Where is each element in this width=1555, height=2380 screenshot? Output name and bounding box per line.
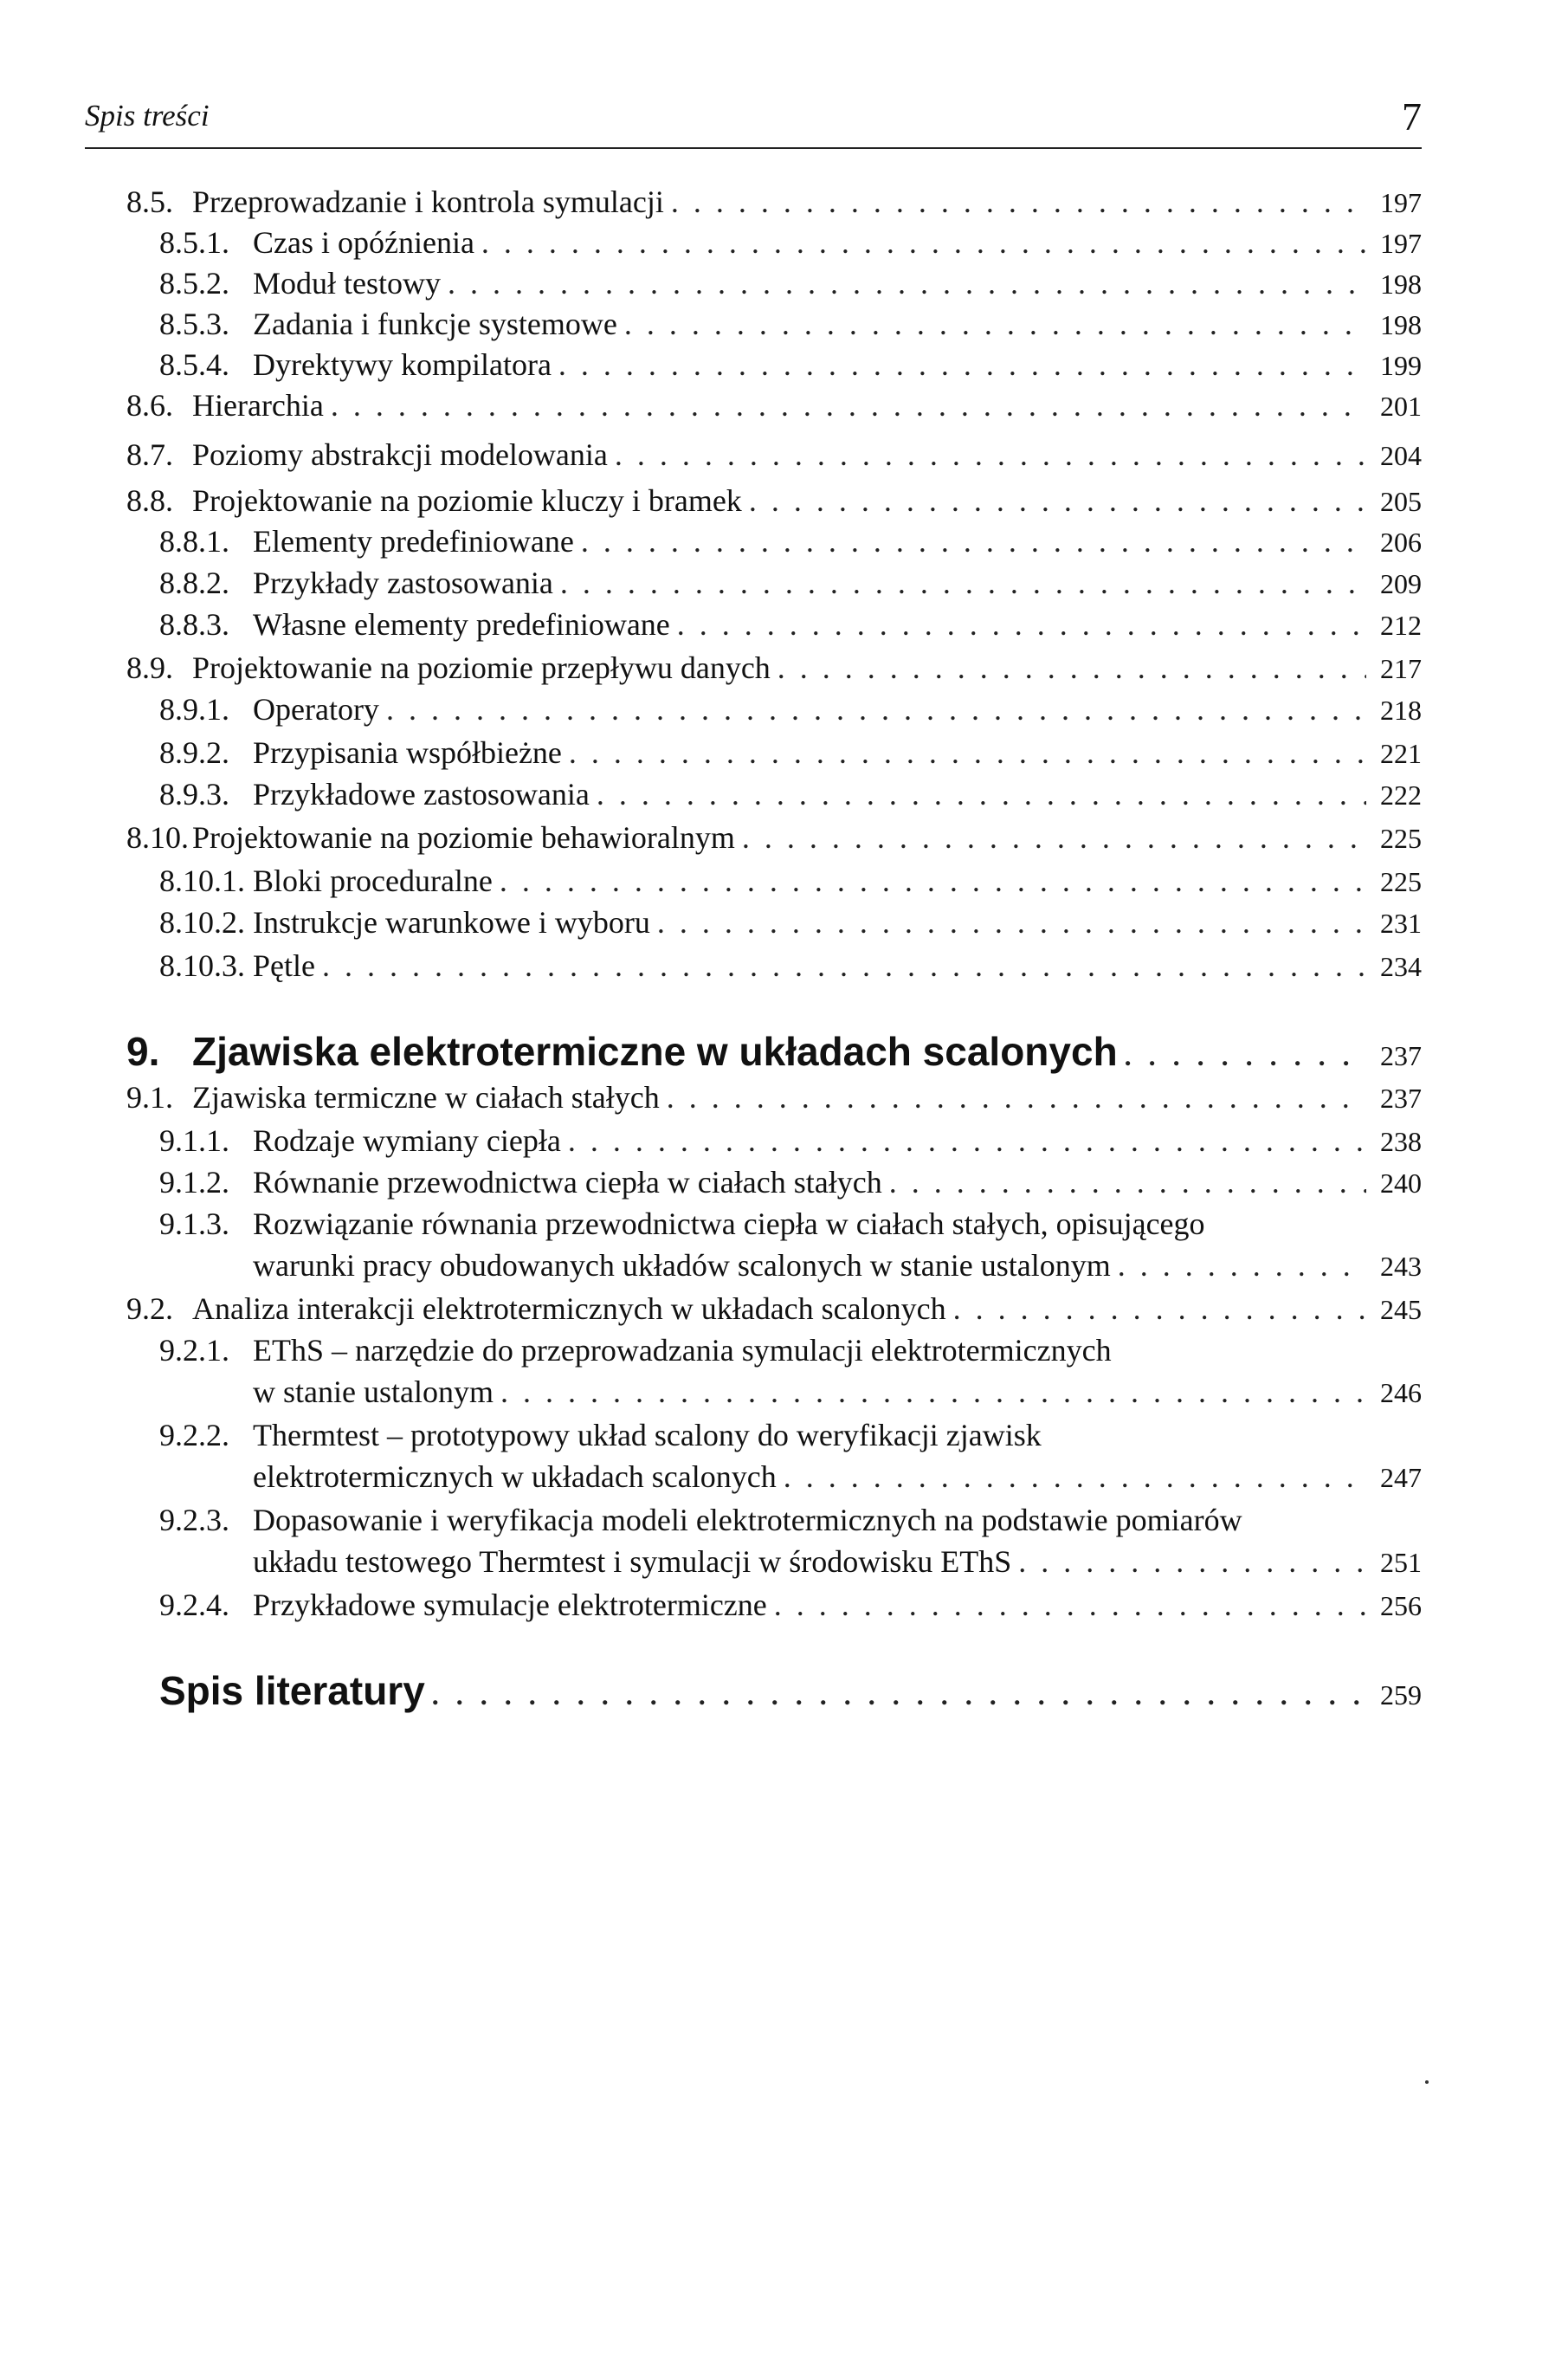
leader-dots bbox=[448, 263, 1366, 303]
entry-title: Własne elementy predefiniowane bbox=[253, 607, 670, 642]
leader-dots bbox=[322, 946, 1366, 986]
leader-dots bbox=[624, 304, 1366, 344]
chapter-title: Spis literatury bbox=[159, 1668, 425, 1713]
entry-page: 221 bbox=[1380, 738, 1422, 769]
leader-dots bbox=[1118, 1245, 1366, 1285]
leader-dots bbox=[568, 1121, 1366, 1161]
entry-number: 8.9.1. bbox=[159, 692, 229, 727]
entry-title: Analiza interakcji elektrotermicznych w układach scalonych bbox=[192, 1291, 946, 1326]
entry-page: 197 bbox=[1380, 187, 1422, 218]
entry-title: Bloki proceduralne bbox=[253, 863, 493, 898]
leader-dots bbox=[784, 1457, 1366, 1497]
leader-dots bbox=[774, 1585, 1366, 1625]
entry-number: 8.6. bbox=[126, 388, 173, 423]
entry-title: Pętle bbox=[253, 948, 315, 983]
toc-entry-8-5-3[interactable] bbox=[159, 304, 1422, 345]
entry-page: 209 bbox=[1380, 568, 1422, 599]
entry-page: 251 bbox=[1380, 1547, 1422, 1578]
entry-page: 206 bbox=[1380, 527, 1422, 558]
entry-number: 9.1. bbox=[126, 1080, 173, 1115]
leader-dots bbox=[615, 435, 1366, 475]
entry-title-line2: warunki pracy obudowanych układów scalonych w stanie ustalonym bbox=[253, 1248, 1111, 1283]
scan-speck bbox=[1425, 2080, 1429, 2084]
entry-page: 198 bbox=[1380, 309, 1422, 340]
leader-dots bbox=[749, 481, 1366, 521]
page-number: 7 bbox=[1402, 94, 1422, 139]
leader-dots bbox=[657, 902, 1366, 942]
entry-number: 9.2. bbox=[126, 1291, 173, 1326]
leader-dots bbox=[386, 689, 1366, 729]
entry-page: 205 bbox=[1380, 486, 1422, 517]
entry-number: 9.1.1. bbox=[159, 1123, 229, 1158]
leader-dots bbox=[953, 1289, 1366, 1329]
leader-dots bbox=[1018, 1542, 1366, 1581]
entry-page: 225 bbox=[1380, 866, 1422, 897]
toc-entry-9-1-2[interactable] bbox=[159, 1162, 1422, 1203]
toc-entry-8-5-1[interactable] bbox=[159, 223, 1422, 263]
chapter-page: 259 bbox=[1380, 1679, 1422, 1711]
entry-number: 9.1.3. bbox=[159, 1206, 229, 1241]
chapter-title: Zjawiska elektrotermiczne w układach scalonych bbox=[192, 1029, 1118, 1074]
entry-title: Hierarchia bbox=[192, 388, 324, 423]
entry-number: 8.9.2. bbox=[159, 735, 229, 770]
leader-dots bbox=[742, 818, 1366, 857]
entry-title: Projektowanie na poziomie behawioralnym bbox=[192, 820, 735, 855]
toc-entry-8-9[interactable] bbox=[126, 648, 1422, 689]
leader-dots bbox=[581, 521, 1366, 561]
entry-number: 8.9. bbox=[126, 650, 173, 685]
entry-number: 9.1.2. bbox=[159, 1165, 229, 1200]
entry-title: Poziomy abstrakcji modelowania bbox=[192, 437, 608, 472]
entry-page: 222 bbox=[1380, 779, 1422, 811]
toc-entry-8-10-3[interactable] bbox=[159, 946, 1422, 986]
entry-number: 9.2.3. bbox=[159, 1503, 229, 1537]
entry-title: Przypisania współbieżne bbox=[253, 735, 562, 770]
toc-entry-8-8-2[interactable] bbox=[159, 563, 1422, 604]
leader-dots bbox=[778, 648, 1366, 688]
entry-title: Moduł testowy bbox=[253, 266, 442, 301]
entry-title: Czas i opóźnienia bbox=[253, 225, 474, 260]
entry-page: 218 bbox=[1380, 695, 1422, 726]
entry-number: 8.8.3. bbox=[159, 607, 229, 642]
toc-entry-8-10-1[interactable] bbox=[159, 861, 1422, 902]
entry-page: 201 bbox=[1380, 391, 1422, 422]
toc-entry-9-2-1[interactable] bbox=[159, 1330, 1422, 1413]
toc-entry-8-8-1[interactable] bbox=[159, 521, 1422, 562]
chapter-page: 237 bbox=[1380, 1040, 1422, 1071]
toc-entry-8-7[interactable] bbox=[126, 435, 1422, 475]
entry-number: 8.5.2. bbox=[159, 266, 229, 301]
toc-entry-9-1[interactable] bbox=[126, 1077, 1422, 1118]
entry-page: 238 bbox=[1380, 1126, 1422, 1157]
toc-entry-9-2-4[interactable] bbox=[159, 1585, 1422, 1626]
toc-entry-8-8[interactable] bbox=[126, 481, 1422, 521]
leader-dots bbox=[432, 1671, 1366, 1719]
entry-title: Równanie przewodnictwa ciepła w ciałach stałych bbox=[253, 1165, 882, 1200]
entry-number: 8.9.3. bbox=[159, 777, 229, 812]
entry-title: Rodzaje wymiany ciepła bbox=[253, 1123, 561, 1158]
entry-page: 197 bbox=[1380, 228, 1422, 259]
entry-title-line1: Rozwiązanie równania przewodnictwa ciepła w ciałach stałych, opisującego bbox=[253, 1206, 1205, 1241]
leader-dots bbox=[1125, 1032, 1366, 1080]
entry-title: Zjawiska termiczne w ciałach stałych bbox=[192, 1080, 660, 1115]
entry-title: Przeprowadzanie i kontrola symulacji bbox=[192, 184, 664, 219]
entry-title: Przykładowe symulacje elektrotermiczne bbox=[253, 1588, 767, 1622]
entry-number: 8.5. bbox=[126, 184, 173, 219]
leader-dots bbox=[569, 733, 1366, 773]
leader-dots bbox=[671, 182, 1366, 222]
leader-dots bbox=[889, 1162, 1366, 1202]
entry-title: Zadania i funkcje systemowe bbox=[253, 307, 617, 341]
entry-number: 8.5.3. bbox=[159, 307, 229, 341]
leader-dots bbox=[560, 563, 1366, 603]
entry-title: Projektowanie na poziomie kluczy i bramek bbox=[192, 483, 742, 518]
toc-chapter-bibliography[interactable] bbox=[159, 1666, 1422, 1719]
entry-title-line1: EThS – narzędzie do przeprowadzania symulacji elektrotermicznych bbox=[253, 1333, 1112, 1368]
entry-page: 204 bbox=[1380, 440, 1422, 471]
entry-page: 212 bbox=[1380, 610, 1422, 641]
leader-dots bbox=[500, 1372, 1366, 1412]
entry-title-line1: Dopasowanie i weryfikacja modeli elektrotermicznych na podstawie pomiarów bbox=[253, 1503, 1242, 1537]
entry-page: 231 bbox=[1380, 908, 1422, 939]
entry-page: 240 bbox=[1380, 1167, 1422, 1199]
entry-page: 199 bbox=[1380, 350, 1422, 381]
toc-entry-8-5-4[interactable] bbox=[159, 345, 1422, 385]
entry-title: Operatory bbox=[253, 692, 379, 727]
entry-title: Elementy predefiniowane bbox=[253, 524, 574, 559]
entry-title-line2: elektrotermicznych w układach scalonych bbox=[253, 1459, 777, 1494]
toc-entry-9-2-2[interactable] bbox=[159, 1415, 1422, 1497]
entry-number: 8.7. bbox=[126, 437, 173, 472]
entry-number: 9.2.4. bbox=[159, 1588, 229, 1622]
toc-entry-8-6[interactable] bbox=[126, 385, 1422, 426]
toc-entry-9-1-3[interactable] bbox=[159, 1204, 1422, 1286]
entry-number: 8.10.1. bbox=[159, 863, 245, 898]
entry-number: 8.8. bbox=[126, 483, 173, 518]
entry-page: 246 bbox=[1380, 1377, 1422, 1408]
entry-page: 245 bbox=[1380, 1294, 1422, 1325]
toc-entry-8-5-2[interactable] bbox=[159, 263, 1422, 304]
entry-page: 225 bbox=[1380, 823, 1422, 854]
toc-entry-8-8-3[interactable] bbox=[159, 605, 1422, 645]
leader-dots bbox=[597, 774, 1366, 814]
toc-entry-8-5[interactable] bbox=[126, 182, 1422, 223]
page-header bbox=[85, 94, 1422, 149]
entry-number: 8.10.2. bbox=[159, 905, 245, 940]
leader-dots bbox=[481, 223, 1366, 262]
entry-title-line2: w stanie ustalonym bbox=[253, 1374, 494, 1409]
entry-title: Przykładowe zastosowania bbox=[253, 777, 590, 812]
entry-number: 8.8.2. bbox=[159, 566, 229, 600]
entry-page: 256 bbox=[1380, 1590, 1422, 1621]
leader-dots bbox=[558, 345, 1366, 385]
entry-title: Przykłady zastosowania bbox=[253, 566, 553, 600]
leader-dots bbox=[331, 385, 1366, 425]
entry-number: 8.10. bbox=[126, 820, 189, 855]
toc-entry-8-9-3[interactable] bbox=[159, 774, 1422, 815]
entry-title: Dyrektywy kompilatora bbox=[253, 347, 552, 382]
entry-number: 8.8.1. bbox=[159, 524, 229, 559]
leader-dots bbox=[500, 861, 1366, 901]
toc-entry-8-10[interactable] bbox=[126, 818, 1422, 858]
entry-title-line2: układu testowego Thermtest i symulacji w środowisku EThS bbox=[253, 1544, 1012, 1579]
entry-number: 9.2.1. bbox=[159, 1333, 229, 1368]
toc-chapter-9[interactable] bbox=[126, 1027, 1422, 1080]
toc-entry-8-10-2[interactable] bbox=[159, 902, 1422, 943]
entry-page: 217 bbox=[1380, 653, 1422, 684]
toc-entry-8-9-1[interactable] bbox=[159, 689, 1422, 730]
toc-entry-9-2-3[interactable] bbox=[159, 1500, 1422, 1582]
entry-page: 234 bbox=[1380, 951, 1422, 982]
entry-page: 247 bbox=[1380, 1462, 1422, 1493]
leader-dots bbox=[677, 605, 1366, 644]
entry-page: 198 bbox=[1380, 268, 1422, 300]
entry-number: 8.5.1. bbox=[159, 225, 229, 260]
entry-page: 243 bbox=[1380, 1251, 1422, 1282]
entry-title: Projektowanie na poziomie przepływu danych bbox=[192, 650, 771, 685]
entry-number: 8.10.3. bbox=[159, 948, 245, 983]
entry-number: 8.5.4. bbox=[159, 347, 229, 382]
entry-title-line1: Thermtest – prototypowy układ scalony do weryfikacji zjawisk bbox=[253, 1418, 1042, 1452]
entry-page: 237 bbox=[1380, 1083, 1422, 1114]
toc-entry-9-2[interactable] bbox=[126, 1289, 1422, 1329]
leader-dots bbox=[667, 1077, 1366, 1117]
entry-title: Instrukcje warunkowe i wyboru bbox=[253, 905, 650, 940]
toc-entry-8-9-2[interactable] bbox=[159, 733, 1422, 773]
running-title: Spis treści bbox=[85, 99, 210, 133]
chapter-number: 9. bbox=[126, 1029, 160, 1074]
entry-number: 9.2.2. bbox=[159, 1418, 229, 1452]
toc-entry-9-1-1[interactable] bbox=[159, 1121, 1422, 1161]
